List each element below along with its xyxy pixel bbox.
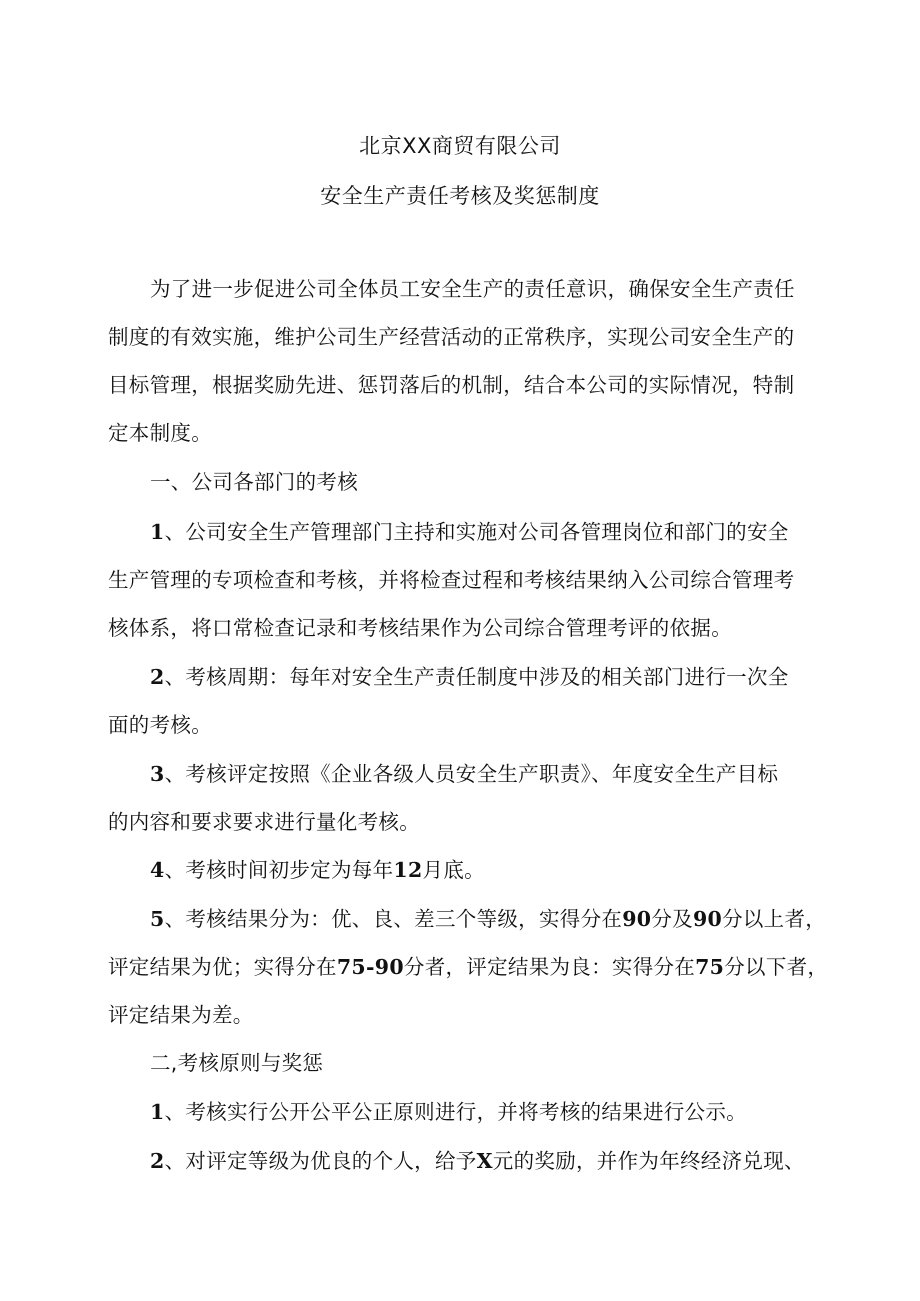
section-2-item-2 [150, 1144, 805, 1174]
document-title: 安全生产责任考核及奖惩制度 [320, 184, 600, 208]
item-number: 4 [150, 858, 165, 882]
item-text: 、考核周期：每年对安全生产责任制度中涉及的相关部门进行一次全 [164, 665, 789, 689]
item-text: 的内容和要求要求进行量化考核。 [108, 810, 420, 834]
item-number: 3 [150, 762, 165, 786]
item-number: 5 [150, 907, 165, 931]
item-text: 核体系，将口常检查记录和考核结果作为公司综合管理考评的依据。 [108, 616, 732, 640]
intro-line: 制度的有效实施，维护公司生产经营活动的正常秩序，实现公司安全生产的 [108, 325, 795, 349]
item-text: 元的奖励，并作为年终经济兑现、 [492, 1149, 805, 1173]
item-number: 1 [150, 520, 165, 544]
item-value: X [476, 1149, 493, 1173]
section-1-item-2 [150, 660, 789, 690]
item-value: 75-90 [336, 955, 404, 979]
item-text: 评定结果为差。 [108, 1003, 254, 1027]
item-text: 分以上者， [722, 907, 827, 931]
company-name: 北京XX商贸有限公司 [359, 134, 561, 158]
intro-line: 定本制度。 [108, 421, 212, 445]
item-text: 、考核评定按照《企业各级人员安全生产职责》、年度安全生产目标 [164, 762, 779, 786]
item-number: 2 [150, 665, 165, 689]
section-1-heading: 一、公司各部门的考核 [150, 470, 358, 494]
item-text: 分者，评定结果为良：实得分在 [403, 955, 696, 979]
section-1-item-3 [150, 757, 778, 787]
item-text: 生产管理的专项检查和考核，并将检查过程和考核结果纳入公司综合管理考 [108, 568, 795, 592]
item-text: 月底。 [422, 858, 485, 882]
item-value: 75 [695, 955, 725, 979]
item-value: 12 [393, 858, 423, 882]
item-text: 、考核时间初步定为每年 [164, 858, 394, 882]
item-text: 、考核实行公开公平公正原则进行，并将考核的结果进行公示。 [164, 1100, 747, 1124]
section-1-item-5 [150, 902, 826, 932]
item-number: 2 [150, 1149, 165, 1173]
section-2-item-1 [150, 1095, 747, 1125]
item-value: 90 [622, 907, 652, 931]
item-text: 、对评定等级为优良的个人，给予 [164, 1149, 477, 1173]
intro-line: 目标管理，根据奖励先进、惩罚落后的机制，结合本公司的实际情况，特制 [108, 373, 795, 397]
item-text: 、考核结果分为：优、良、差三个等级，实得分在 [164, 907, 623, 931]
item-text: 分及 [651, 907, 693, 931]
item-text: 面的考核。 [108, 713, 212, 737]
item-number: 1 [150, 1100, 165, 1124]
section-1-item-4 [150, 853, 485, 883]
item-line [108, 950, 828, 980]
item-text: 评定结果为优；实得分在 [108, 955, 337, 979]
section-2-heading: 二,考核原则与奖惩 [150, 1051, 324, 1075]
item-value: 90 [692, 907, 723, 931]
section-1-item-1 [150, 515, 789, 545]
item-text: 分以下者， [724, 955, 829, 979]
intro-line: 为了进一步促进公司全体员工安全生产的责任意识，确保安全生产责任 [150, 277, 795, 301]
item-text: 、公司安全生产管理部门主持和实施对公司各管理岗位和部门的安全 [164, 520, 789, 544]
